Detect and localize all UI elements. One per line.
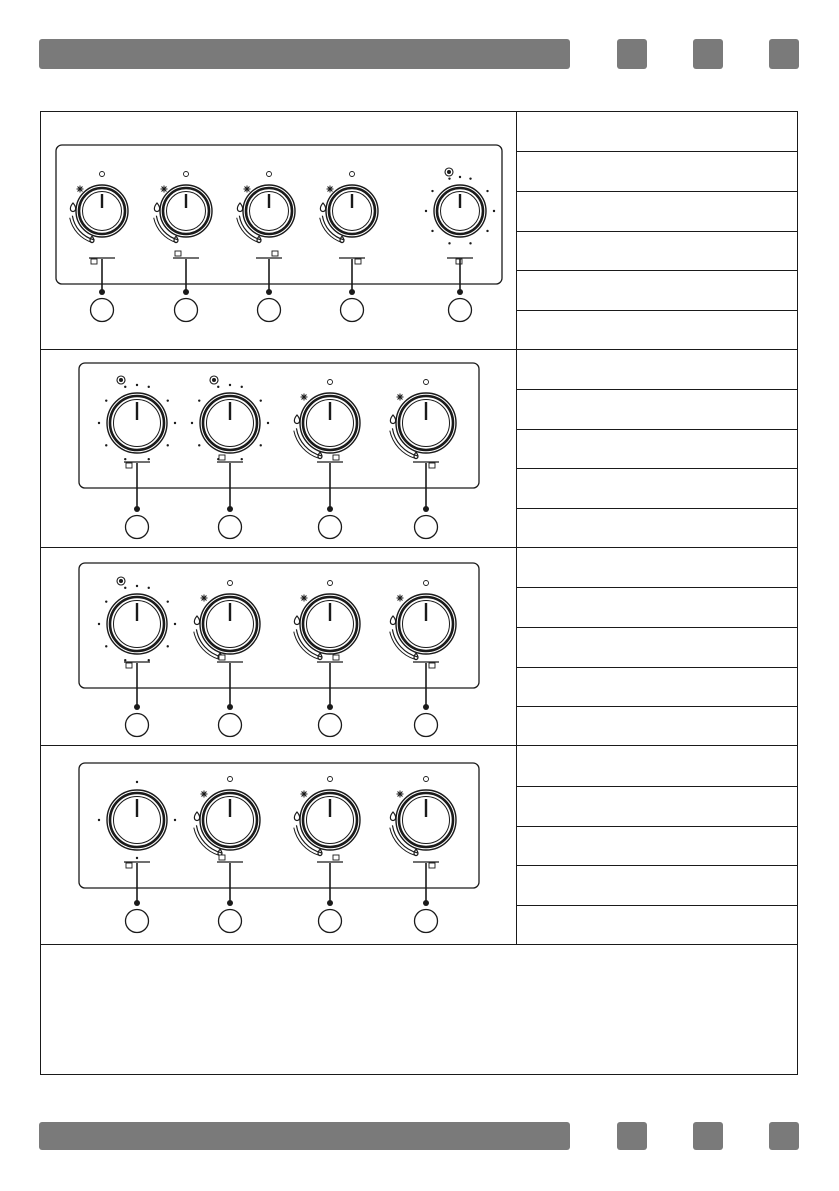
- control-panel-3: [79, 563, 479, 737]
- setting-dot: [486, 190, 488, 192]
- ignition-star-icon: [244, 186, 251, 193]
- control-panel-4: [79, 763, 479, 933]
- callout-number-circle: [126, 714, 149, 737]
- setting-dot: [136, 384, 138, 386]
- callout-number-circle: [341, 299, 364, 322]
- setting-dot: [469, 177, 471, 179]
- ignition-star-icon: [397, 394, 404, 401]
- setting-dot: [174, 819, 176, 821]
- callout-number-circle: [319, 516, 342, 539]
- off-marker-icon: [328, 380, 333, 385]
- callout-dot: [327, 506, 333, 512]
- setting-dot: [105, 444, 107, 446]
- setting-dot: [469, 242, 471, 244]
- setting-dot: [148, 386, 150, 388]
- setting-dot: [191, 422, 193, 424]
- burner-indicator-square: [126, 663, 132, 668]
- off-marker-icon: [267, 172, 272, 177]
- callout-dot: [423, 704, 429, 710]
- callout-dot: [349, 289, 355, 295]
- setting-dot: [260, 444, 262, 446]
- ignition-star-icon: [397, 595, 404, 602]
- footer-bar: [39, 1122, 570, 1150]
- setting-dot: [105, 645, 107, 647]
- setting-dot: [148, 587, 150, 589]
- setting-dot: [241, 386, 243, 388]
- burner-indicator-square: [429, 463, 435, 468]
- setting-dot: [98, 819, 100, 821]
- setting-dot: [260, 399, 262, 401]
- callout-dot: [134, 506, 140, 512]
- setting-dot: [136, 857, 138, 859]
- setting-dot: [124, 587, 126, 589]
- setting-dot: [148, 659, 150, 661]
- ignition-star-icon: [201, 595, 208, 602]
- callout-dot: [457, 289, 463, 295]
- burner-indicator-square: [126, 863, 132, 868]
- callout-number-circle: [175, 299, 198, 322]
- callout-dot: [227, 704, 233, 710]
- burner-indicator-square: [272, 251, 278, 256]
- burner-indicator-square: [126, 463, 132, 468]
- ignition-star-icon: [397, 791, 404, 798]
- setting-dot: [486, 230, 488, 232]
- callout-number-circle: [258, 299, 281, 322]
- burner-indicator-square: [333, 655, 339, 660]
- callout-number-circle: [449, 299, 472, 322]
- callout-dot: [266, 289, 272, 295]
- off-marker-icon: [100, 172, 105, 177]
- setting-dot: [105, 399, 107, 401]
- setting-dot: [148, 458, 150, 460]
- setting-dot: [198, 399, 200, 401]
- setting-dot: [459, 176, 461, 178]
- burner-indicator-square: [175, 251, 181, 256]
- off-marker-icon: [424, 380, 429, 385]
- callout-number-circle: [319, 910, 342, 933]
- burner-indicator-square: [429, 663, 435, 668]
- ignition-star-icon: [301, 394, 308, 401]
- off-marker-icon: [328, 581, 333, 586]
- burner-indicator-square: [333, 455, 339, 460]
- callout-dot: [327, 704, 333, 710]
- setting-dot: [136, 781, 138, 783]
- setting-dot: [167, 444, 169, 446]
- setting-dot: [448, 177, 450, 179]
- callout-number-circle: [219, 516, 242, 539]
- burner-indicator-square: [355, 259, 361, 264]
- power-marker-dot: [119, 378, 123, 382]
- callout-dot: [183, 289, 189, 295]
- setting-dot: [493, 210, 495, 212]
- setting-dot: [241, 458, 243, 460]
- callout-number-circle: [415, 714, 438, 737]
- off-marker-icon: [350, 172, 355, 177]
- off-marker-icon: [184, 172, 189, 177]
- burner-indicator-square: [219, 855, 225, 860]
- setting-dot: [431, 190, 433, 192]
- setting-dot: [174, 623, 176, 625]
- burner-indicator-square: [219, 655, 225, 660]
- off-marker-icon: [228, 581, 233, 586]
- setting-dot: [174, 422, 176, 424]
- setting-dot: [425, 210, 427, 212]
- callout-number-circle: [126, 516, 149, 539]
- callout-dot: [423, 900, 429, 906]
- control-panel-1: [56, 145, 502, 322]
- callout-dot: [227, 900, 233, 906]
- callout-number-circle: [319, 714, 342, 737]
- callout-dot: [327, 900, 333, 906]
- callout-dot: [99, 289, 105, 295]
- burner-indicator-square: [456, 259, 462, 264]
- footer-square-3: [769, 1122, 799, 1150]
- setting-dot: [124, 458, 126, 460]
- callout-number-circle: [415, 516, 438, 539]
- off-marker-icon: [424, 777, 429, 782]
- callout-number-circle: [415, 910, 438, 933]
- ignition-star-icon: [301, 791, 308, 798]
- ignition-star-icon: [77, 186, 84, 193]
- ignition-star-icon: [201, 791, 208, 798]
- ignition-star-icon: [327, 186, 334, 193]
- setting-dot: [229, 384, 231, 386]
- setting-dot: [448, 242, 450, 244]
- setting-dot: [198, 444, 200, 446]
- off-marker-icon: [328, 777, 333, 782]
- setting-dot: [124, 659, 126, 661]
- ignition-star-icon: [161, 186, 168, 193]
- setting-dot: [136, 585, 138, 587]
- burner-indicator-square: [91, 259, 97, 264]
- ignition-star-icon: [301, 595, 308, 602]
- callout-dot: [134, 900, 140, 906]
- setting-dot: [124, 386, 126, 388]
- callout-dot: [423, 506, 429, 512]
- setting-dot: [105, 600, 107, 602]
- setting-dot: [217, 386, 219, 388]
- setting-dot: [98, 623, 100, 625]
- footer-square-1: [617, 1122, 647, 1150]
- callout-number-circle: [126, 910, 149, 933]
- power-marker-dot: [119, 579, 123, 583]
- callout-dot: [134, 704, 140, 710]
- power-marker-dot: [447, 170, 451, 174]
- setting-dot: [167, 399, 169, 401]
- callout-dot: [227, 506, 233, 512]
- callout-number-circle: [219, 910, 242, 933]
- setting-dot: [98, 422, 100, 424]
- callout-number-circle: [91, 299, 114, 322]
- burner-indicator-square: [429, 863, 435, 868]
- setting-dot: [167, 645, 169, 647]
- burner-indicator-square: [219, 455, 225, 460]
- setting-dot: [431, 230, 433, 232]
- callout-number-circle: [219, 714, 242, 737]
- burner-indicator-square: [333, 855, 339, 860]
- power-marker-dot: [212, 378, 216, 382]
- control-panel-2: [79, 363, 479, 539]
- setting-dot: [167, 600, 169, 602]
- setting-dot: [267, 422, 269, 424]
- off-marker-icon: [228, 777, 233, 782]
- off-marker-icon: [424, 581, 429, 586]
- footer-square-2: [693, 1122, 723, 1150]
